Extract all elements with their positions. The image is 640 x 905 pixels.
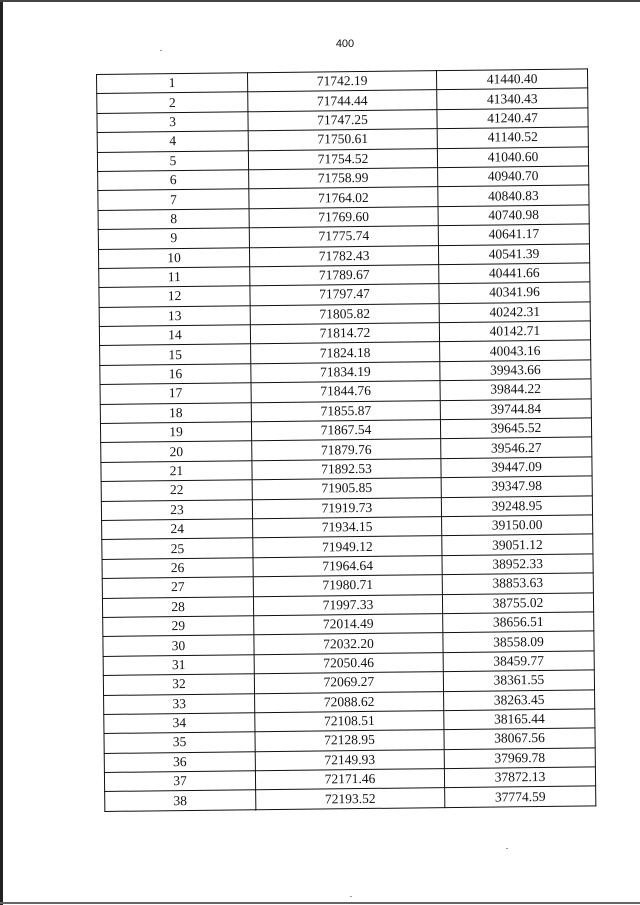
point-number-cell: 12 — [99, 286, 250, 307]
x-coordinate-cell: 71797.47 — [250, 284, 439, 306]
point-number-cell: 24 — [102, 519, 253, 540]
y-coordinate-cell: 39546.27 — [441, 437, 592, 458]
point-number-cell: 33 — [104, 693, 255, 714]
y-coordinate-cell: 39248.95 — [441, 495, 592, 516]
point-number-cell: 38 — [105, 790, 256, 811]
y-coordinate-cell: 40341.96 — [439, 282, 590, 303]
point-number-cell: 37 — [104, 771, 255, 792]
x-coordinate-cell: 71742.19 — [247, 71, 436, 93]
x-coordinate-cell: 71744.44 — [248, 90, 437, 112]
y-coordinate-cell: 40740.98 — [438, 205, 589, 226]
x-coordinate-cell: 71980.71 — [253, 575, 442, 597]
x-coordinate-cell: 71750.61 — [248, 129, 437, 151]
point-number-cell: 8 — [98, 209, 249, 230]
point-number-cell: 18 — [100, 402, 251, 423]
y-coordinate-cell: 40541.39 — [438, 243, 589, 264]
x-coordinate-cell: 71919.73 — [252, 497, 441, 519]
point-number-cell: 21 — [101, 461, 252, 482]
x-coordinate-cell: 71747.25 — [248, 109, 437, 131]
point-number-cell: 7 — [98, 189, 249, 210]
x-coordinate-cell: 71879.76 — [252, 439, 441, 461]
point-number-cell: 19 — [100, 422, 251, 443]
point-number-cell: 30 — [103, 635, 254, 656]
y-coordinate-cell: 40142.71 — [439, 321, 590, 342]
scan-speck — [160, 50, 162, 51]
x-coordinate-cell: 71855.87 — [251, 400, 440, 422]
point-number-cell: 29 — [103, 616, 254, 637]
x-coordinate-cell: 71964.64 — [253, 555, 442, 577]
y-coordinate-cell: 38952.33 — [442, 554, 593, 575]
page-number: 400 — [335, 38, 355, 50]
y-coordinate-cell: 38459.77 — [443, 651, 594, 672]
y-coordinate-cell: 37969.78 — [444, 748, 595, 769]
x-coordinate-cell: 72069.27 — [254, 672, 443, 694]
point-number-cell: 1 — [97, 73, 248, 94]
y-coordinate-cell: 38558.09 — [443, 631, 594, 652]
point-number-cell: 35 — [104, 732, 255, 753]
x-coordinate-cell: 71764.02 — [249, 187, 438, 209]
y-coordinate-cell: 38755.02 — [442, 592, 593, 613]
x-coordinate-cell: 71805.82 — [250, 303, 439, 325]
point-number-cell: 11 — [99, 267, 250, 288]
x-coordinate-cell: 71758.99 — [249, 168, 438, 190]
y-coordinate-cell: 38361.55 — [443, 670, 594, 691]
x-coordinate-cell: 72050.46 — [254, 652, 443, 674]
x-coordinate-cell: 71867.54 — [251, 420, 440, 442]
x-coordinate-cell: 71775.74 — [249, 226, 438, 248]
point-number-cell: 16 — [100, 364, 251, 385]
point-number-cell: 26 — [102, 558, 253, 579]
x-coordinate-cell: 72128.95 — [255, 730, 444, 752]
scan-left-edge — [0, 0, 3, 905]
x-coordinate-cell: 71769.60 — [249, 206, 438, 228]
point-number-cell: 5 — [97, 150, 248, 171]
x-coordinate-cell: 71789.67 — [250, 265, 439, 287]
point-number-cell: 31 — [103, 654, 254, 675]
y-coordinate-cell: 40940.70 — [438, 166, 589, 187]
y-coordinate-cell: 40441.66 — [439, 263, 590, 284]
y-coordinate-cell: 41440.40 — [436, 69, 587, 90]
x-coordinate-cell: 72193.52 — [256, 788, 445, 810]
y-coordinate-cell: 38853.63 — [442, 573, 593, 594]
y-coordinate-cell: 41140.52 — [437, 127, 588, 148]
y-coordinate-cell: 37872.13 — [444, 767, 595, 788]
y-coordinate-cell: 37774.59 — [445, 786, 596, 807]
scan-bottom-edge — [0, 902, 640, 904]
scan-speck — [350, 896, 352, 897]
point-number-cell: 36 — [104, 751, 255, 772]
y-coordinate-cell: 41340.43 — [437, 88, 588, 109]
scan-top-edge — [0, 0, 640, 2]
y-coordinate-cell: 39447.09 — [441, 457, 592, 478]
point-number-cell: 27 — [102, 577, 253, 598]
y-coordinate-cell: 39943.66 — [440, 360, 591, 381]
y-coordinate-cell: 38656.51 — [443, 612, 594, 633]
y-coordinate-cell: 39051.12 — [442, 534, 593, 555]
y-coordinate-cell: 39347.98 — [441, 476, 592, 497]
point-number-cell: 6 — [98, 170, 249, 191]
x-coordinate-cell: 71834.19 — [251, 361, 440, 383]
x-coordinate-cell: 71824.18 — [251, 342, 440, 364]
coordinates-table-body — [97, 69, 596, 811]
x-coordinate-cell: 71997.33 — [253, 594, 442, 616]
scan-speck — [506, 848, 508, 849]
x-coordinate-cell: 72171.46 — [255, 769, 444, 791]
y-coordinate-cell: 38263.45 — [444, 689, 595, 710]
y-coordinate-cell: 39645.52 — [440, 418, 591, 439]
y-coordinate-cell: 40641.17 — [438, 224, 589, 245]
y-coordinate-cell: 39844.22 — [440, 379, 591, 400]
x-coordinate-cell: 71814.72 — [250, 323, 439, 345]
y-coordinate-cell: 39150.00 — [442, 515, 593, 536]
coordinates-table — [96, 68, 596, 811]
point-number-cell: 2 — [97, 92, 248, 113]
y-coordinate-cell: 40840.83 — [438, 185, 589, 206]
point-number-cell: 17 — [100, 383, 251, 404]
x-coordinate-cell: 72032.20 — [254, 633, 443, 655]
point-number-cell: 15 — [100, 344, 251, 365]
y-coordinate-cell: 39744.84 — [440, 399, 591, 420]
y-coordinate-cell: 40242.31 — [439, 302, 590, 323]
point-number-cell: 32 — [103, 674, 254, 695]
point-number-cell: 34 — [104, 713, 255, 734]
y-coordinate-cell: 38067.56 — [444, 728, 595, 749]
point-number-cell: 13 — [99, 305, 250, 326]
point-number-cell: 22 — [101, 480, 252, 501]
x-coordinate-cell: 71949.12 — [253, 536, 442, 558]
x-coordinate-cell: 72108.51 — [255, 710, 444, 732]
y-coordinate-cell: 41240.47 — [437, 108, 588, 129]
x-coordinate-cell: 71844.76 — [251, 381, 440, 403]
point-number-cell: 4 — [97, 131, 248, 152]
x-coordinate-cell: 71934.15 — [253, 517, 442, 539]
point-number-cell: 14 — [99, 325, 250, 346]
point-number-cell: 20 — [101, 441, 252, 462]
point-number-cell: 28 — [102, 596, 253, 617]
point-number-cell: 3 — [97, 112, 248, 133]
x-coordinate-cell: 71905.85 — [252, 478, 441, 500]
x-coordinate-cell: 71892.53 — [252, 458, 441, 480]
x-coordinate-cell: 71754.52 — [248, 148, 437, 170]
y-coordinate-cell: 40043.16 — [440, 340, 591, 361]
point-number-cell: 10 — [98, 247, 249, 268]
x-coordinate-cell: 72014.49 — [254, 614, 443, 636]
y-coordinate-cell: 38165.44 — [444, 709, 595, 730]
y-coordinate-cell: 41040.60 — [437, 146, 588, 167]
x-coordinate-cell: 72088.62 — [255, 691, 444, 713]
point-number-cell: 9 — [98, 228, 249, 249]
point-number-cell: 25 — [102, 538, 253, 559]
x-coordinate-cell: 71782.43 — [249, 245, 438, 267]
point-number-cell: 23 — [101, 499, 252, 520]
x-coordinate-cell: 72149.93 — [255, 749, 444, 771]
